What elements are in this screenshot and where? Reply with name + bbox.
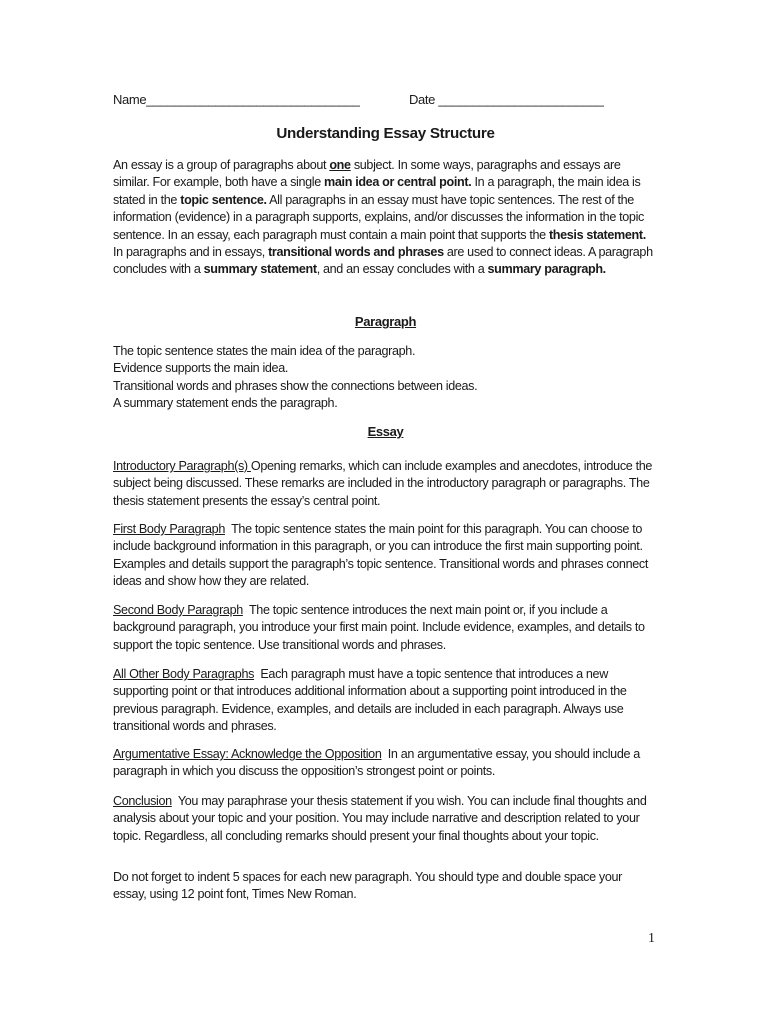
paragraph-heading: Paragraph — [354, 314, 417, 329]
paragraph-list — [113, 343, 658, 413]
page-title: Understanding Essay Structure — [276, 125, 495, 142]
emphasis-topic-sentence: topic sentence. — [180, 192, 267, 207]
part-label: Argumentative Essay: Acknowledge the Opposition — [113, 747, 382, 761]
part-label: Second Body Paragraph — [113, 603, 243, 617]
part-label: Conclusion — [113, 794, 172, 808]
essay-part-second-body — [113, 602, 658, 654]
part-text: In an argumentative essay, you should include a paragraph in which you discuss the opposition’s strongest point or points. — [113, 747, 644, 779]
essay-heading: Essay — [367, 424, 404, 439]
intro-paragraph: An essay is a group of paragraphs about one subject. In some ways, paragraphs and essays are similar. For example, both have a single main idea or central point. In a paragraph, the main idea is stated in the topic sentence. All paragraphs in an essay must have topic sentences. The rest of the information (evidence) in a paragraph supports, explains, and/or discusses the information in the topic sentence. In an essay, each paragraph must contain a main point that supports the thesis statement. In paragraphs and in essays, transitional words and phrases are used to connect ideas. A paragraph concludes with a summary statement, and an essay concludes with a summary paragraph. — [113, 158, 653, 277]
list-item: A summary statement ends the paragraph. — [113, 396, 338, 411]
part-label: First Body Paragraph — [113, 522, 225, 536]
essay-part-other-body — [113, 666, 658, 736]
emphasis-thesis: thesis statement. — [548, 227, 646, 242]
emphasis-one: one — [329, 158, 351, 172]
emphasis-transitional: transitional words and phrases — [268, 245, 444, 260]
part-label: Introductory Paragraph(s) — [113, 459, 251, 473]
document-page — [113, 0, 658, 1024]
emphasis-summary-paragraph: summary paragraph. — [487, 262, 606, 277]
essay-part-first-body — [113, 521, 658, 591]
header-fields — [113, 91, 658, 109]
part-text: Each paragraph must have a topic sentence that introduces a new supporting point or that introduces additional information about a supporting point introduced in the previous paragraph. Evidence, examples, and details are included in each paragraph. Always use transitional words and phrases. — [113, 667, 630, 734]
part-text: The topic sentence introduces the next main point or, if you include a background paragraph, you introduce your first main point. Include evidence, examples, and details to support the topic sentence. Use transitional words and phrases. — [113, 603, 648, 652]
list-item: Evidence supports the main idea. — [113, 361, 289, 376]
page-number: 1 — [648, 931, 655, 946]
name-blank-line: _______________________________ — [146, 92, 360, 107]
essay-part-opposition — [113, 746, 658, 781]
name-field — [113, 91, 360, 108]
essay-part-conclusion — [113, 793, 658, 845]
part-label: All Other Body Paragraphs — [113, 667, 255, 681]
date-blank-line: ________________________ — [438, 92, 604, 107]
essay-part-introductory — [113, 458, 658, 510]
date-field — [409, 91, 603, 108]
part-text: Opening remarks, which can include examples and anecdotes, introduce the subject being discussed. These remarks are included in the introductory paragraph or paragraphs. The thesis statement presents the essay’s central point. — [113, 459, 653, 508]
list-item: Transitional words and phrases show the connections between ideas. — [113, 378, 478, 393]
name-label: Name — [113, 92, 147, 107]
list-item: The topic sentence states the main idea of the paragraph. — [113, 344, 416, 358]
part-text: The topic sentence states the main point for this paragraph. You can choose to include background information in this paragraph, or you can introduce the first main supporting point. Examples and details support the paragraph’s topic sentence. Transitional words and phrases connect ideas and show how they are related. — [113, 522, 652, 589]
date-label: Date — [409, 92, 436, 107]
emphasis-summary-statement: summary statement — [203, 262, 317, 277]
closing-note: Do not forget to indent 5 spaces for each new paragraph. You should type and double space your essay, using 12 point font, Times New Roman. — [113, 870, 623, 902]
emphasis-main-idea: main idea or central point. — [324, 175, 472, 190]
part-text: You may paraphrase your thesis statement if you wish. You can include final thoughts and analysis about your topic and your position. You may include narrative and description related to your topic. Regardless, all concluding remarks should present your final thoughts about your topic. — [113, 794, 650, 843]
